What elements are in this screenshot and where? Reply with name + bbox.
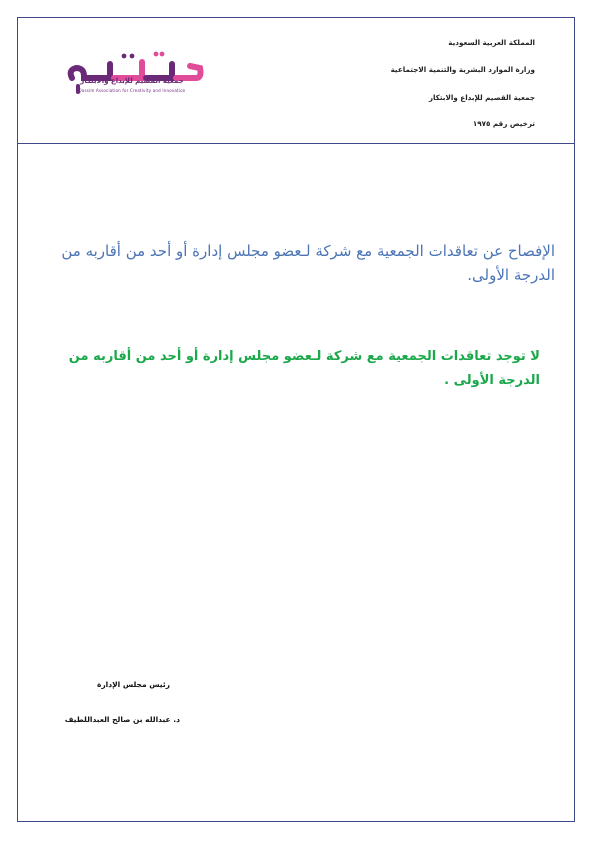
logo-wordmark: مبتكر	[62, 40, 65, 41]
page-frame	[17, 17, 575, 822]
letterhead-info	[315, 38, 535, 128]
signatory-name: د. عبدالله بن صالح العبداللطيف	[64, 715, 180, 724]
header-line-association: جمعية القصيم للإبداع والابتكار	[428, 93, 535, 102]
header-line-license: ترخيص رقم ١٩٧٥	[472, 119, 535, 128]
logo-arabic-name: جمعية القصيم للإبداع والابتكار	[80, 77, 184, 85]
logo-english-name: Qassim Association for Creativity and Innovation	[78, 88, 186, 93]
document-heading: الإفصاح عن تعاقدات الجمعية مع شركة لـعضو مجلس إدارة أو أحد من أقاربه من الدرجة الأولى.	[61, 242, 555, 284]
header-line-country: المملكة العربية السعودية	[448, 38, 535, 47]
header-divider	[17, 143, 575, 144]
document-body: لا توجد تعاقدات الجمعية مع شركة لـعضو مجلس إدارة أو أحد من أقاربه من الدرجة الأولى .	[68, 349, 540, 388]
signatory-title: رئيس مجلس الإدارة	[96, 680, 170, 689]
header-line-ministry: وزارة الموارد البشرية والتنمية الاجتماعية	[390, 65, 535, 74]
